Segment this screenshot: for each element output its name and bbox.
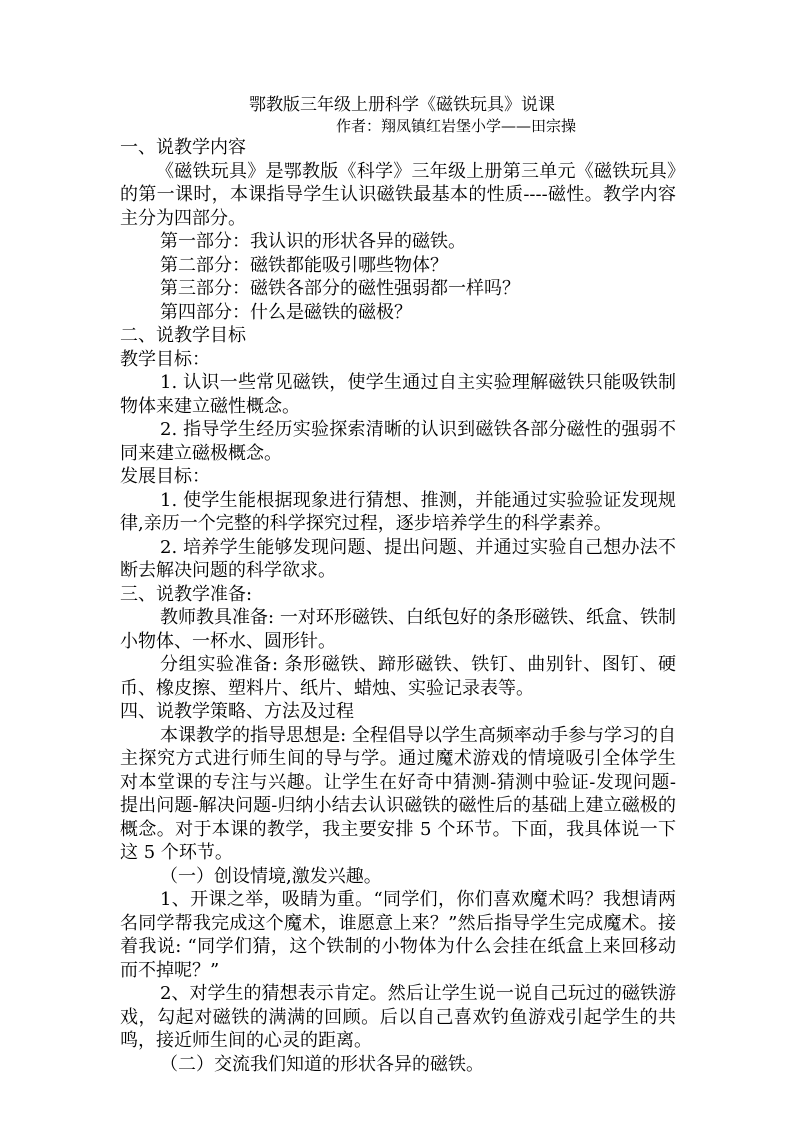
step1-paragraph-1: 1、开课之举，吸睛为重。“同学们，你们喜欢魔术吗？我想请两名同学帮我完成这个魔术，谁愿意上来？”然后指导学生完成魔术。接着我说: “同学们猜，这个铁制的小物体为什么会挂在纸盒上来回移动而不掉呢？”	[120, 889, 676, 981]
step2-heading: （二）交流我们知道的形状各异的磁铁。	[160, 1053, 484, 1075]
step1-heading: （一）创设情境,激发兴趣。	[160, 865, 382, 887]
content-part-3: 第三部分：磁铁各部分的磁性强弱都一样吗？	[160, 278, 520, 299]
development-goals-label: 发展目标：	[120, 466, 210, 487]
section-heading-preparation: 三、说教学准备:	[120, 583, 253, 605]
development-goal-1: 1. 使学生能根据现象进行猜想、推测，并能通过实验验证发现规律,亲历一个完整的科学探究过程，逐步培养学生的科学素养。	[120, 489, 676, 534]
step1-paragraph-2: 2、对学生的猜想表示肯定。然后让学生说一说自己玩过的磁铁游戏，勾起对磁铁的满满的回顾。后以自己喜欢钓鱼游戏引起学生的共鸣，接近师生间的心灵的距离。	[120, 983, 676, 1051]
teaching-goal-2: 2. 指导学生经历实验探索清晰的认识到磁铁各部分磁性的强弱不同来建立磁极概念。	[120, 419, 676, 464]
guiding-thought-paragraph: 本课教学的指导思想是: 全程倡导以学生高频率动手参与学习的自主探究方式进行师生间的导与学。通过魔术游戏的情境吸引全体学生对本堂课的专注与兴趣。让学生在好奇中猜测-猜测中验证-发现问题-提出问题-解决问题-归纳小结去认识磁铁的磁性后的基础上建立磁极的概念。对于本课的教学，我主要安排 5 个环节。下面，我具体说一下这 5 个环节。	[120, 724, 676, 863]
section-heading-goals: 二、说教学目标	[120, 325, 246, 346]
content-part-2: 第二部分：磁铁都能吸引哪些物体？	[160, 254, 448, 276]
document-author: 作者：翔凤镇红岩堡小学——田宗操	[335, 117, 576, 135]
document-body	[120, 94, 676, 1076]
document-title: 鄂教版三年级上册科学《磁铁玩具》说课	[249, 95, 555, 115]
content-part-4: 第四部分：什么是磁铁的磁极？	[160, 301, 412, 323]
content-intro-paragraph: 《磁铁玩具》是鄂教版《科学》三年级上册第三单元《磁铁玩具》的第一课时，本课指导学生认识磁铁最基本的性质----磁性。教学内容主分为四部分。	[120, 160, 676, 229]
section-heading-content: 一、说教学内容	[120, 137, 246, 158]
teaching-goal-1: 1. 认识一些常见磁铁，使学生通过自主实验理解磁铁只能吸铁制物体来建立磁性概念。	[120, 372, 676, 417]
group-preparation: 分组实验准备: 条形磁铁、蹄形磁铁、铁钉、曲别针、图钉、硬币、橡皮擦、塑料片、纸片、蜡烛、实验记录表等。	[120, 654, 676, 699]
development-goal-2: 2. 培养学生能够发现问题、提出问题、并通过实验自己想办法不断去解决问题的科学欲求。	[120, 536, 676, 581]
teacher-preparation: 教师教具准备: 一对环形磁铁、白纸包好的条形磁铁、纸盒、铁制小物体、一杯水、圆形针。	[120, 607, 676, 652]
section-heading-strategy: 四、说教学策略、方法及过程	[120, 701, 354, 722]
content-part-1: 第一部分：我认识的形状各异的磁铁。	[160, 231, 466, 252]
teaching-goals-label: 教学目标：	[120, 348, 210, 370]
